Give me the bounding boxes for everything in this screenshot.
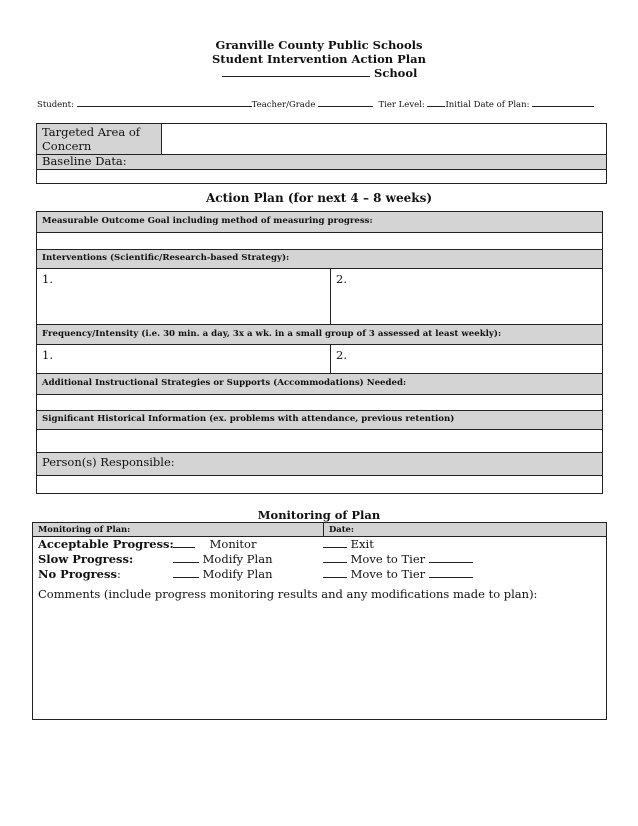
student-label: Student: <box>37 100 74 110</box>
acceptable-progress-label: Acceptable Progress: <box>38 537 174 551</box>
frequency-field-1[interactable]: 1. <box>42 348 53 362</box>
goal-field[interactable] <box>37 233 602 249</box>
school-blank[interactable] <box>222 67 370 77</box>
monitoring-title: Monitoring of Plan <box>257 508 381 522</box>
comments-label: Comments (include progress monitoring results and any modifications made to plan): <box>38 587 538 601</box>
move-tier-label-2: Move to Tier <box>350 567 426 581</box>
modify-plan-label-1: Modify Plan <box>202 552 273 566</box>
targeted-area-label: Targeted Area of Concern <box>37 124 161 154</box>
student-field[interactable] <box>77 97 252 107</box>
monitoring-col-label: Monitoring of Plan: <box>33 523 323 536</box>
initial-date-field[interactable] <box>532 97 594 107</box>
modify-plan-blank-2[interactable] <box>173 568 199 578</box>
modify-plan-option-2 <box>173 567 272 582</box>
move-tier-blank-2[interactable] <box>323 568 347 578</box>
no-progress-colon: : <box>116 567 121 581</box>
tier-field[interactable] <box>427 97 445 107</box>
additional-strategies-field[interactable] <box>37 395 602 410</box>
move-tier-label-1: Move to Tier <box>350 552 426 566</box>
date-col-label: Date: <box>324 523 606 536</box>
modify-plan-option-1 <box>173 552 272 567</box>
goal-label: Measurable Outcome Goal including method of measuring progress: <box>37 212 602 232</box>
monitor-option <box>173 537 256 552</box>
frequency-field-2[interactable]: 2. <box>336 348 347 362</box>
baseline-field[interactable] <box>37 170 606 183</box>
frequency-label: Frequency/Intensity (i.e. 30 min. a day, 3x a wk. in a small group of 3 assessed at least weekly): <box>37 325 602 344</box>
move-to-tier-option-2 <box>323 567 473 582</box>
interventions-label: Interventions (Scientific/Research-based Strategy): <box>37 250 602 268</box>
monitor-label: Monitor <box>209 537 257 551</box>
comments-field[interactable] <box>38 605 600 715</box>
no-progress-label <box>38 567 121 582</box>
school-label: School <box>374 66 418 80</box>
exit-blank[interactable] <box>323 538 347 548</box>
intervention-field-2[interactable]: 2. <box>336 272 347 286</box>
form-title: Student Intervention Action Plan <box>212 52 426 66</box>
concern-box <box>36 123 607 184</box>
historical-info-label: Significant Historical Information (ex. problems with attendance, previous retention) <box>37 411 602 429</box>
intervention-field-1[interactable]: 1. <box>42 272 53 286</box>
tier-label: Tier Level: <box>378 100 425 110</box>
move-to-tier-option-1 <box>323 552 473 567</box>
action-plan-title: Action Plan (for next 4 – 8 weeks) <box>205 191 433 205</box>
action-plan-table <box>36 211 603 494</box>
slow-progress-label: Slow Progress: <box>38 552 134 566</box>
exit-option <box>323 537 374 552</box>
initial-date-label: Initial Date of Plan: <box>445 100 530 110</box>
modify-plan-label-2: Modify Plan <box>202 567 273 581</box>
persons-responsible-label: Person(s) Responsible: <box>37 453 602 475</box>
targeted-area-field[interactable] <box>162 124 606 154</box>
no-progress-text: No Progress <box>38 567 117 581</box>
tier-number-blank-2[interactable] <box>429 568 473 578</box>
district-title: Granville County Public Schools <box>215 38 423 52</box>
historical-info-field[interactable] <box>37 430 602 452</box>
monitor-blank[interactable] <box>173 538 195 548</box>
teacher-field[interactable] <box>318 97 373 107</box>
tier-number-blank-1[interactable] <box>429 553 473 563</box>
persons-responsible-field[interactable] <box>37 476 602 493</box>
monitoring-box <box>32 522 607 720</box>
school-line <box>222 66 417 80</box>
teacher-label: Teacher/Grade <box>251 100 316 110</box>
additional-strategies-label: Additional Instructional Strategies or Supports (Accommodations) Needed: <box>37 374 602 394</box>
baseline-label: Baseline Data: <box>37 155 606 169</box>
modify-plan-blank-1[interactable] <box>173 553 199 563</box>
move-tier-blank-1[interactable] <box>323 553 347 563</box>
info-line <box>37 97 607 110</box>
exit-label: Exit <box>350 537 374 551</box>
